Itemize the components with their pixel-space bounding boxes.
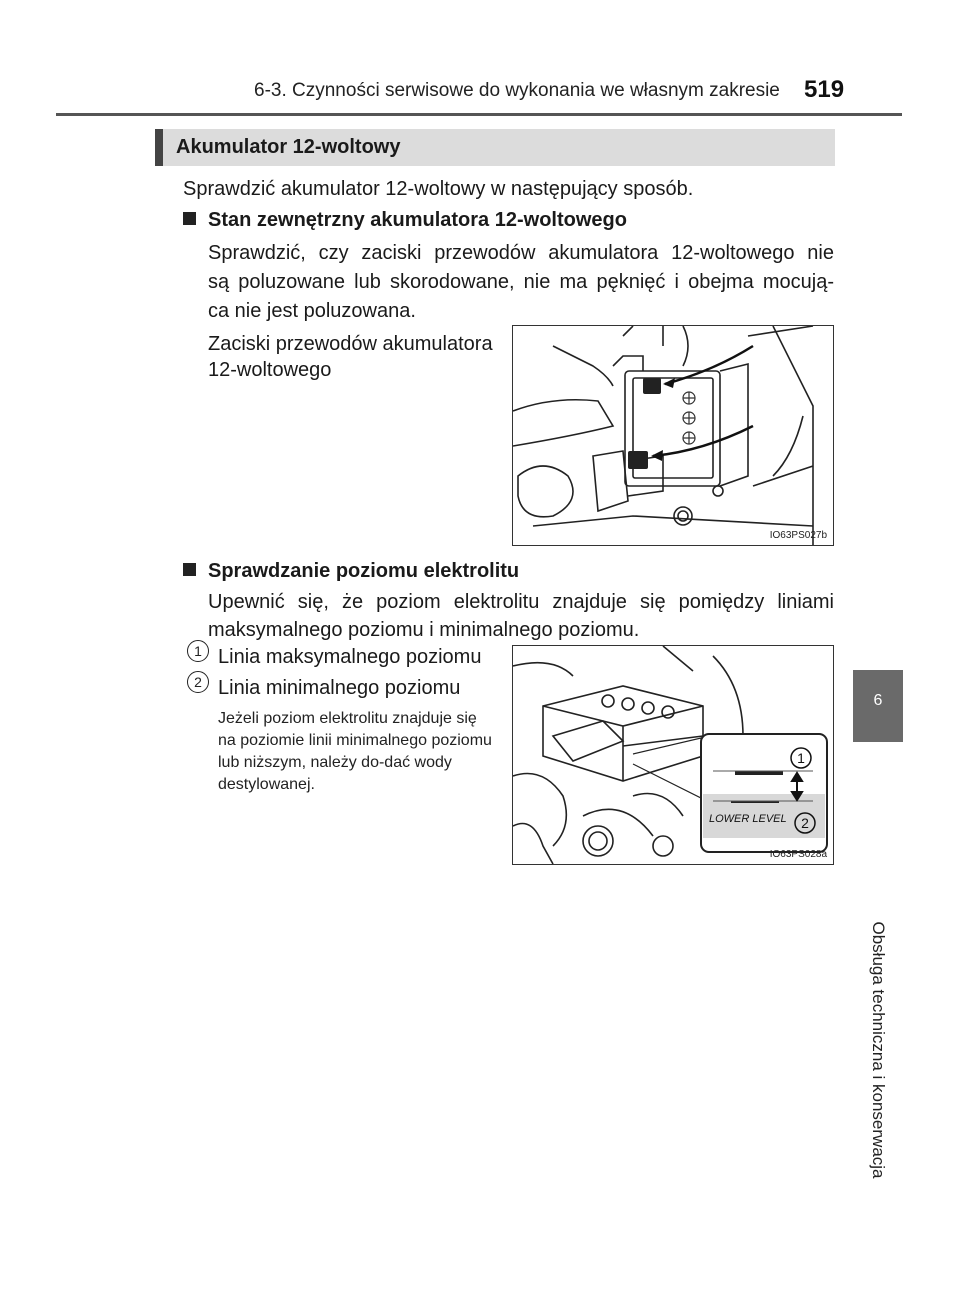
exterior-para-line-1: Sprawdzić, czy zaciski przewodów akumulatora 12-woltowego nie xyxy=(208,242,834,264)
legend-min-level: Linia minimalnego poziomu xyxy=(218,677,461,699)
exterior-heading-text: Stan zewnętrzny akumulatora 12-woltowego xyxy=(208,209,627,231)
legend-max-level: Linia maksymalnego poziomu xyxy=(218,646,482,668)
callout-number-1: 1 xyxy=(187,640,209,662)
electrolyte-note: Jeżeli poziom elektrolitu znajduje się na poziomie linii minimalnego poziomu lub niższym, należy do-dać wody destylowanej. xyxy=(218,710,492,793)
intro-text: Sprawdzić akumulator 12-woltowy w następujący sposób. xyxy=(183,178,694,200)
section-accent-bar xyxy=(155,129,163,166)
terminals-caption-line-2: 12-woltowego xyxy=(208,359,332,381)
header-rule xyxy=(56,113,902,116)
section-heading-box xyxy=(155,129,835,166)
callout-number-2: 2 xyxy=(187,671,209,693)
terminals-caption-line-1: Zaciski przewodów akumulatora xyxy=(208,333,493,355)
bullet-square-icon xyxy=(183,563,196,576)
electrolyte-level-illustration xyxy=(513,646,833,864)
exterior-para-line-3: ca nie jest poluzowana. xyxy=(208,300,416,322)
electrolyte-heading-text: Sprawdzanie poziomu elektrolitu xyxy=(208,560,520,582)
section-title: Akumulator 12-woltowy xyxy=(176,136,401,158)
electrolyte-para-line-1: Upewnić się, że poziom elektrolitu znajduje się pomiędzy liniami xyxy=(208,591,834,613)
electrolyte-heading xyxy=(183,560,519,583)
battery-terminals-illustration xyxy=(513,326,833,545)
lower-level-label: LOWER LEVEL xyxy=(709,813,787,825)
chapter-tab xyxy=(853,670,903,742)
battery-terminals-figure xyxy=(512,325,834,546)
page-number: 519 xyxy=(804,76,845,103)
electrolyte-para-line-2: maksymalnego poziomu i minimalnego poziomu. xyxy=(208,619,640,641)
bullet-square-icon xyxy=(183,212,196,225)
figure-code-1: IO63PS027b xyxy=(769,530,827,541)
chapter-title-vertical: Obsługa techniczna i konserwacja xyxy=(869,921,888,1179)
running-header: 6-3. Czynności serwisowe do wykonania we własnym zakresie xyxy=(254,80,780,101)
inset-callout-2: 2 xyxy=(801,815,809,831)
exterior-heading xyxy=(183,209,627,232)
inset-callout-1: 1 xyxy=(797,750,805,766)
exterior-para-line-2: są poluzowane lub skorodowane, nie ma pęknięć i obejma mocują- xyxy=(208,271,834,293)
electrolyte-level-figure xyxy=(512,645,834,865)
chapter-number: 6 xyxy=(873,692,883,709)
figure-code-2: IO63PS028a xyxy=(769,849,827,860)
